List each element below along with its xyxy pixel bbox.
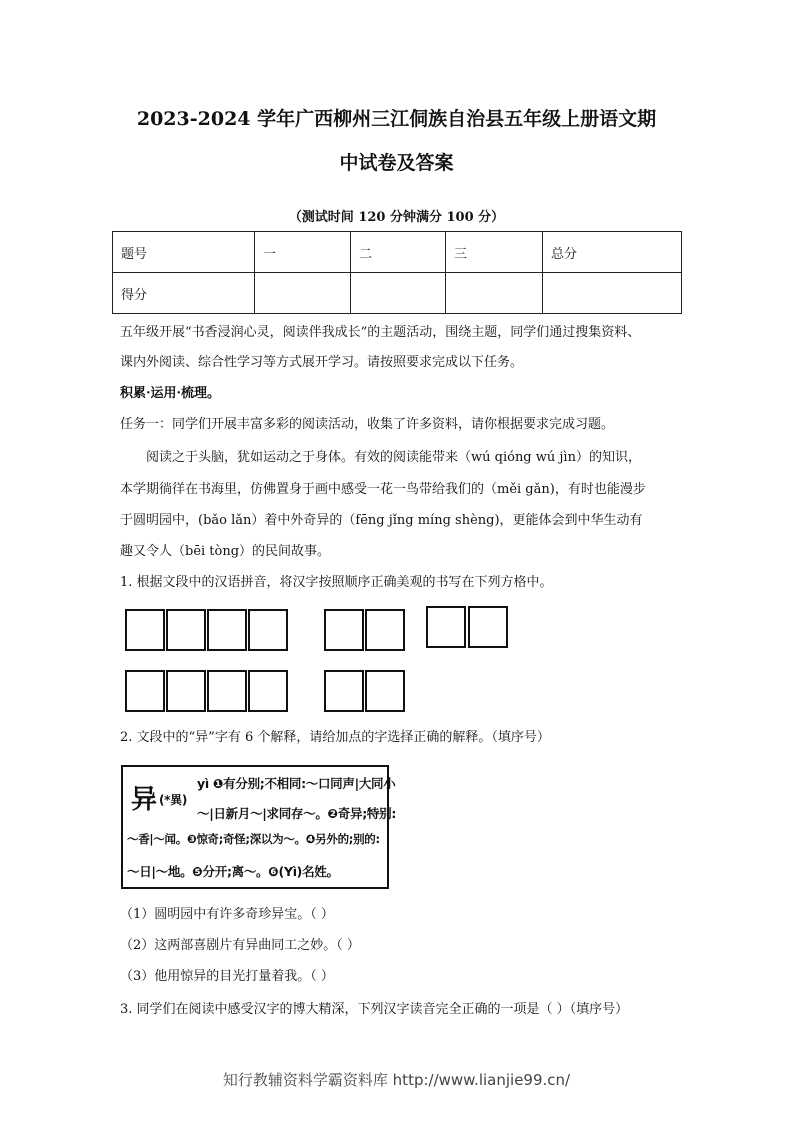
page-title-line2: 中试卷及答案 — [339, 152, 454, 174]
section-heading: 积累·运用·梳理。 — [120, 386, 221, 401]
writing-box[interactable] — [468, 606, 508, 648]
dictionary-entry-image — [121, 765, 397, 889]
page-footer: 知行教辅资料学霸资料库 http://www.lianjie99.cn/ — [222, 1071, 571, 1089]
passage-line: 于圆明园中，(bǎo lǎn）着中外奇异的（fēng jǐng míng shèng)，更能体会到中华生动有 — [120, 513, 643, 528]
writing-box[interactable] — [166, 670, 206, 712]
question-2-item: （3）他用惊异的目光打量着我。（ ） — [120, 969, 334, 984]
writing-box[interactable] — [426, 606, 466, 648]
intro-text: 五年级开展“书香浸润心灵，阅读伴我成长”的主题活动，围绕主题，同学们通过搜集资料、 — [120, 325, 641, 340]
score-blank-cell[interactable] — [543, 273, 682, 314]
passage-line: 本学期徜徉在书海里，仿佛置身于画中感受一花一鸟带给我们的（měi gǎn)，有时也能漫步 — [120, 482, 646, 497]
question-1: 1. 根据文段中的汉语拼音，将汉字按照顺序正确美观的书写在下列方格中。 — [120, 575, 553, 590]
task-one-text: 任务一：同学们开展丰富多彩的阅读活动，收集了许多资料，请你根据要求完成习题。 — [120, 417, 615, 432]
writing-box[interactable] — [324, 670, 364, 712]
score-table-cell: 二 — [351, 232, 446, 273]
writing-box[interactable] — [248, 670, 288, 712]
dictionary-headword: 异 — [131, 785, 158, 815]
writing-box[interactable] — [365, 609, 405, 651]
writing-box[interactable] — [207, 609, 247, 651]
dictionary-line: ～日|～地。❺分开;离～。❻(Yì)名姓。 — [127, 864, 339, 879]
passage-line: 趣又令人（bēi tòng）的民间故事。 — [120, 544, 331, 559]
question-2-item: （2）这两部喜剧片有异曲同工之妙。（ ） — [120, 938, 360, 953]
score-blank-cell[interactable] — [446, 273, 543, 314]
score-table — [112, 231, 682, 314]
writing-box[interactable] — [166, 609, 206, 651]
question-3: 3. 同学们在阅读中感受汉字的博大精深，下列汉字读音完全正确的一项是（ ）（填序号） — [120, 1002, 629, 1017]
writing-box[interactable] — [248, 609, 288, 651]
writing-box[interactable] — [324, 609, 364, 651]
dictionary-traditional-form: (*異) — [159, 793, 188, 807]
score-table-cell: 一 — [255, 232, 351, 273]
question-2: 2. 文段中的“异”字有 6 个解释，请给加点的字选择正确的解释。（填序号） — [120, 730, 550, 745]
writing-box[interactable] — [125, 670, 165, 712]
score-table-cell: 三 — [446, 232, 543, 273]
score-blank-cell[interactable] — [351, 273, 446, 314]
writing-box[interactable] — [125, 609, 165, 651]
page-title-line1: 2023-2024 学年广西柳州三江侗族自治县五年级上册语文期 — [136, 108, 657, 130]
dictionary-line: yì ❶有分别;不相同:～口同声|大同小 — [197, 776, 396, 791]
dictionary-line: ～|日新月～|求同存～。❷奇异;特别: — [197, 806, 397, 821]
score-table-header-row — [113, 232, 682, 273]
score-table-cell: 总分 — [543, 232, 682, 273]
question-2-item: （1）圆明园中有许多奇珍异宝。（ ） — [120, 907, 334, 922]
score-table-score-row — [113, 273, 682, 314]
exam-time-note: （测试时间 120 分钟满分 100 分） — [288, 210, 505, 225]
intro-text: 课内外阅读、综合性学习等方式展开学习。请按照要求完成以下任务。 — [120, 355, 524, 370]
writing-box[interactable] — [207, 670, 247, 712]
score-table-cell: 题号 — [113, 232, 255, 273]
dictionary-line: ～香|～闻。❸惊奇;奇怪;深以为～。❹另外的;别的: — [127, 832, 380, 846]
score-blank-cell[interactable] — [255, 273, 351, 314]
writing-box[interactable] — [365, 670, 405, 712]
score-table-cell: 得分 — [113, 273, 255, 314]
passage-line: 阅读之于头脑，犹如运动之于身体。有效的阅读能带来（wú qióng wú jìn）的知识， — [146, 450, 641, 465]
